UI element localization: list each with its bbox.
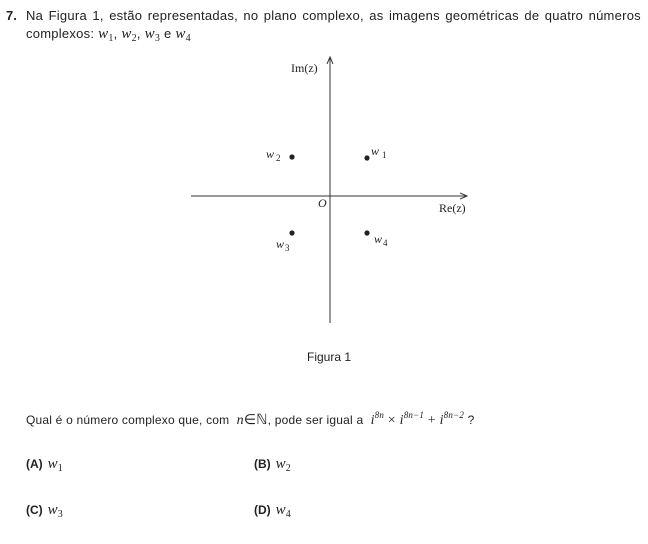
stem-w1: $w_1$ <box>98 26 114 44</box>
option-c-value: $w_3$ <box>47 502 63 520</box>
stem-and: e <box>164 26 172 41</box>
option-c-letter: (C) <box>26 503 43 517</box>
stem-w3: $w_3$ <box>144 26 161 44</box>
option-c[interactable] <box>26 502 63 520</box>
question-number: 7. <box>6 8 17 23</box>
option-b-letter: (B) <box>254 457 271 471</box>
figure-caption: Figura 1 <box>307 350 352 364</box>
option-b-value: $w_2$ <box>275 456 291 474</box>
point-w1 <box>364 155 369 160</box>
option-d[interactable] <box>254 502 291 520</box>
option-a[interactable] <box>26 456 63 474</box>
option-d-value: $w_4$ <box>275 502 291 520</box>
prompt-text-after: , pode ser igual a <box>267 413 364 427</box>
question-prompt <box>26 410 474 429</box>
question-stem-line2: complexos: $w_1$, $w_2$, $w_3$ e $w_4$ <box>26 26 191 44</box>
real-axis-label: Re(z) <box>439 201 466 215</box>
point-w4 <box>364 230 369 235</box>
point-w4-label: $w_4$ <box>374 232 388 248</box>
option-a-value: $w_1$ <box>47 456 63 474</box>
point-w2-label: w $_2$ <box>266 147 281 163</box>
point-w3 <box>289 230 294 235</box>
origin-label: O <box>318 196 327 210</box>
condition-expression: n∈ℕ <box>236 413 268 428</box>
option-d-letter: (D) <box>254 503 271 517</box>
question-stem-line1: Na Figura 1, estão representadas, no plano complexo, as imagens geométricas de quatro números <box>26 8 641 23</box>
imaginary-axis-label: Im(z) <box>291 61 318 75</box>
point-w2 <box>289 154 294 159</box>
option-a-letter: (A) <box>26 457 43 471</box>
point-w1-label: w $_1$ <box>371 144 387 160</box>
power-expression: $i^{8n} \times i^{8n-1} + i^{8n-2}$ <box>370 410 465 428</box>
question-mark: ? <box>467 413 475 427</box>
point-w3-label: $w_3$ <box>276 237 290 253</box>
option-b[interactable] <box>254 456 291 474</box>
stem-w4: $w_4$ <box>175 26 191 44</box>
prompt-text-before: Qual é o número complexo que, com <box>26 413 230 427</box>
stem-prefix: complexos: <box>26 26 95 41</box>
stem-w2: $w_2$ <box>121 26 137 44</box>
